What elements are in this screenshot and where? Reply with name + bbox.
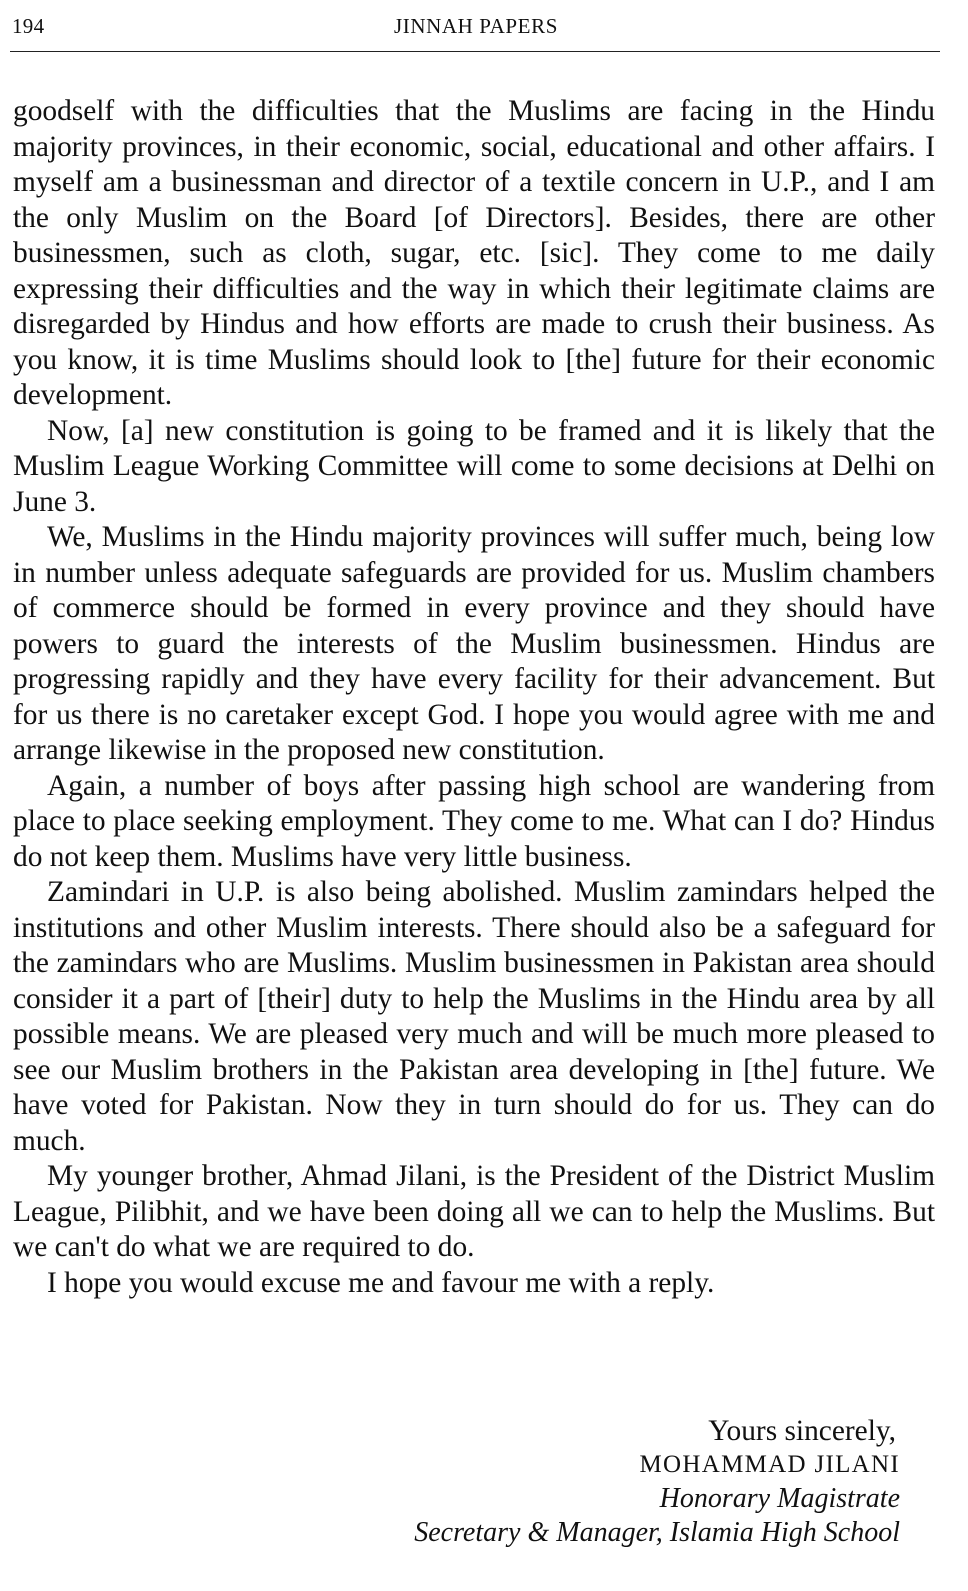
letter-body — [13, 94, 935, 1301]
paragraph-zamindari: Zamindari in U.P. is also being abolished. Muslim zamindars helped the institutions and other Muslim interests. There should also be a safeguard for the zamindars who are Muslims. Muslim businessmen in Pakistan area should consider it a part of [their] duty to help the Muslims in the Hindu area by all possible means. We are pleased very much and will be much more pleased to see our Muslim brothers in the Pakistan area developing in [the] future. We have voted for Pakistan. Now they in turn should do for us. They can do much. — [13, 876, 935, 1157]
paragraph-employment: Again, a number of boys after passing high school are wandering from place to place seeking employment. They come to me. What can I do? Hindus do not keep them. Muslims have very little business. — [13, 769, 935, 873]
signer-name: MOHAMMAD JILANI — [639, 1451, 900, 1478]
signer-title-magistrate: Honorary Magistrate — [659, 1483, 900, 1514]
signature-block — [414, 1413, 900, 1550]
paragraph-constitution: Now, [a] new constitution is going to be framed and it is likely that the Muslim League Working Committee will come to some decisions at Delhi on June 3. — [13, 414, 935, 518]
paragraph-continued: goodself with the difficulties that the Muslims are facing in the Hindu majority provinces, in their economic, social, educational and other affairs. I myself am a businessman and director of a textile concern in U.P., and I am the only Muslim on the Board [of Directors]. Besides, there are other businessmen, such as cloth, sugar, etc. [sic]. They come to me daily expressing their difficulties and the way in which their legitimate claims are disregarded by Hindus and how efforts are made to crush their business. As you know, it is time Muslims should look to [the] future for their economic development. — [13, 95, 935, 411]
header-rule — [10, 51, 940, 52]
page-number: 194 — [12, 14, 45, 38]
signer-title-school: Secretary & Manager, Islamia High School — [414, 1517, 900, 1548]
paragraph-closing-request: I hope you would excuse me and favour me with a reply. — [47, 1266, 715, 1299]
paragraph-safeguards: We, Muslims in the Hindu majority provinces will suffer much, being low in number unless adequate safeguards are provided for us. Muslim chambers of commerce should be formed in every province and they should have powers to guard the interests of the Muslim businessmen. Hindus are progressing rapidly and they have every facility for their advancement. But for us there is no caretaker except God. I hope you would agree with me and arrange likewise in the proposed new constitution. — [13, 521, 935, 766]
running-head: JINNAH PAPERS — [394, 14, 558, 38]
paragraph-brother: My younger brother, Ahmad Jilani, is the President of the District Muslim League, Pilibhit, and we have been doing all we can to help the Muslims. But we can't do what we are required to do. — [13, 1160, 935, 1263]
page-header — [12, 10, 940, 44]
closing-line: Yours sincerely, — [708, 1415, 896, 1447]
